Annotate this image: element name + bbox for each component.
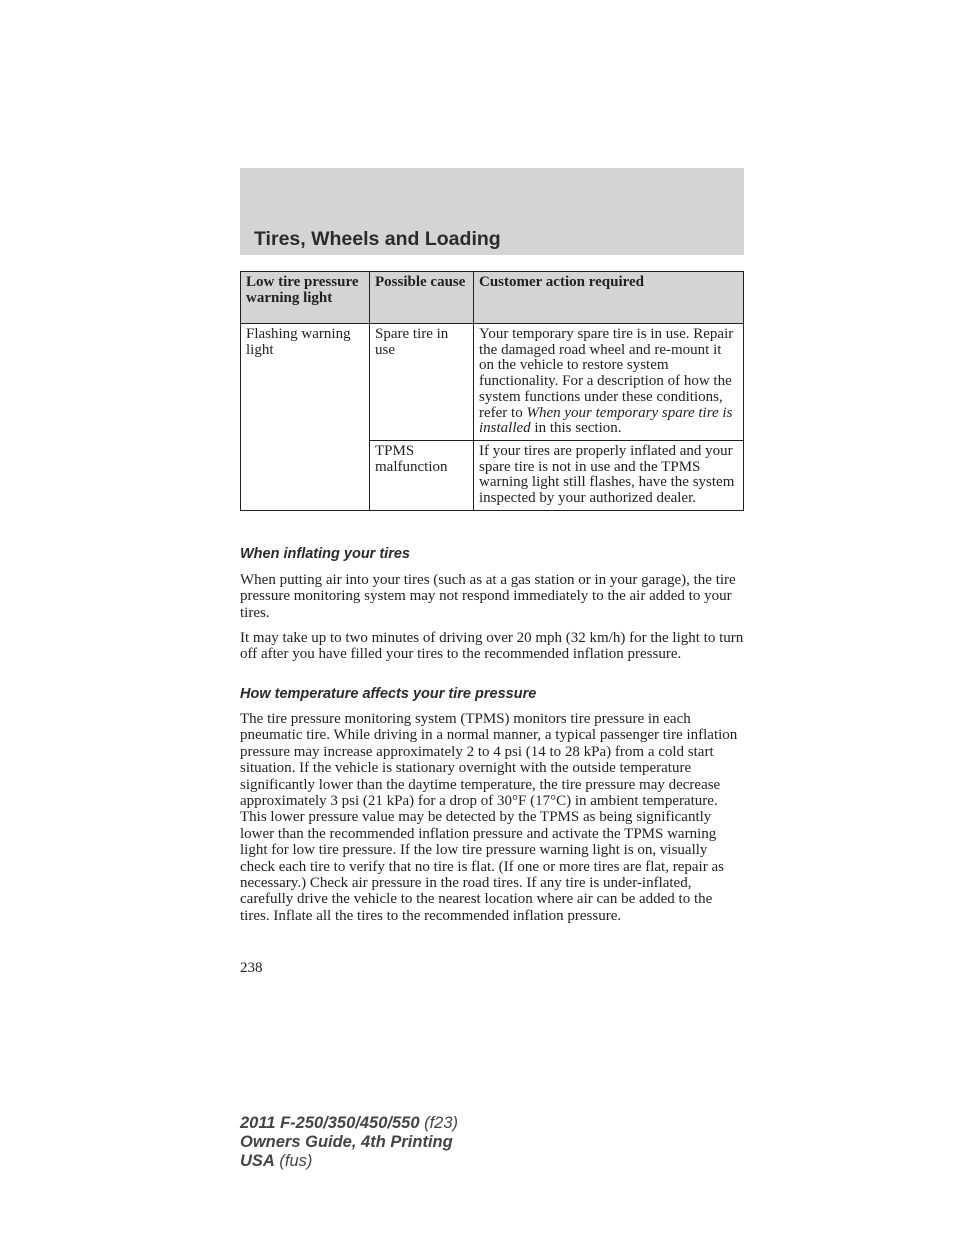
paragraph: It may take up to two minutes of driving over 20 mph (32 km/h) for the light to turn off after you have filled your tires to the recommended inflation pressure. (240, 630, 744, 663)
cell-action: If your tires are properly inflated and your spare tire is not in use and the TPMS warning light still flashes, have the system inspected by your authorized dealer. (474, 440, 744, 510)
cell-cause: Spare tire in use (370, 324, 474, 441)
footer-region-code: (fus) (274, 1152, 313, 1170)
paragraph: When putting air into your tires (such as at a gas station or in your garage), the tire pressure monitoring system may not respond immediately to the air added to your tires. (240, 572, 736, 621)
footer-model: 2011 F-250/350/450/550 (240, 1114, 420, 1132)
cell-light: Flashing warning light (241, 324, 370, 511)
column-header-action: Customer action required (474, 272, 744, 324)
table-header-row (241, 272, 744, 324)
footer-region: USA (240, 1152, 275, 1170)
table-row (241, 324, 744, 441)
column-header-cause: Possible cause (370, 272, 474, 324)
footer-line-region (240, 1152, 458, 1171)
footer-line-guide: Owners Guide, 4th Printing (240, 1133, 453, 1151)
footer-model-code: (f23) (419, 1114, 459, 1132)
warning-light-table (240, 271, 744, 511)
section-heading-temperature: How temperature affects your tire pressure (240, 686, 537, 702)
document-footer (240, 1114, 458, 1171)
chapter-title: Tires, Wheels and Loading (254, 228, 501, 250)
page-number: 238 (240, 960, 263, 976)
cell-cause: TPMS malfunction (370, 440, 474, 510)
paragraph: The tire pressure monitoring system (TPMS) monitors tire pressure in each pneumatic tire. While driving in a normal manner, a typical passenger tire inflation pressure may increase approximately 2 to 4 psi (14 to 28 kPa) from a cold start situation. If the vehicle is stationary overnight with the outside temperature significantly lower than the daytime temperature, the tire pressure may decrease approximately 3 psi (21 kPa) for a drop of 30°F (17°C) in ambient temperature. This lower pressure value may be detected by the TPMS as being significantly lower than the recommended inflation pressure and activate the TPMS warning light for low tire pressure. If the low tire pressure warning light is on, visually check each tire to verify that no tire is flat. (If one or more tires are flat, repair as necessary.) Check air pressure in the road tires. If any tire is under-inflated, carefully drive the vehicle to the nearest location where air can be added to the tires. Inflate all the tires to the recommended inflation pressure. (240, 711, 738, 924)
section-heading-inflating: When inflating your tires (240, 546, 410, 562)
column-header-light: Low tire pressure warning light (241, 272, 370, 324)
chapter-header-band (240, 168, 744, 255)
cell-action (474, 324, 744, 441)
action-text: Your temporary spare tire is in use. Repair the damaged road wheel and re-mount it on the vehicle to restore system functionality. For a description of how the system functions under these conditions, refer to (479, 326, 734, 421)
action-text-end: in this section. (530, 420, 622, 437)
footer-line-model (240, 1114, 458, 1133)
action-reference: When your temporary spare tire is installed (479, 404, 733, 437)
